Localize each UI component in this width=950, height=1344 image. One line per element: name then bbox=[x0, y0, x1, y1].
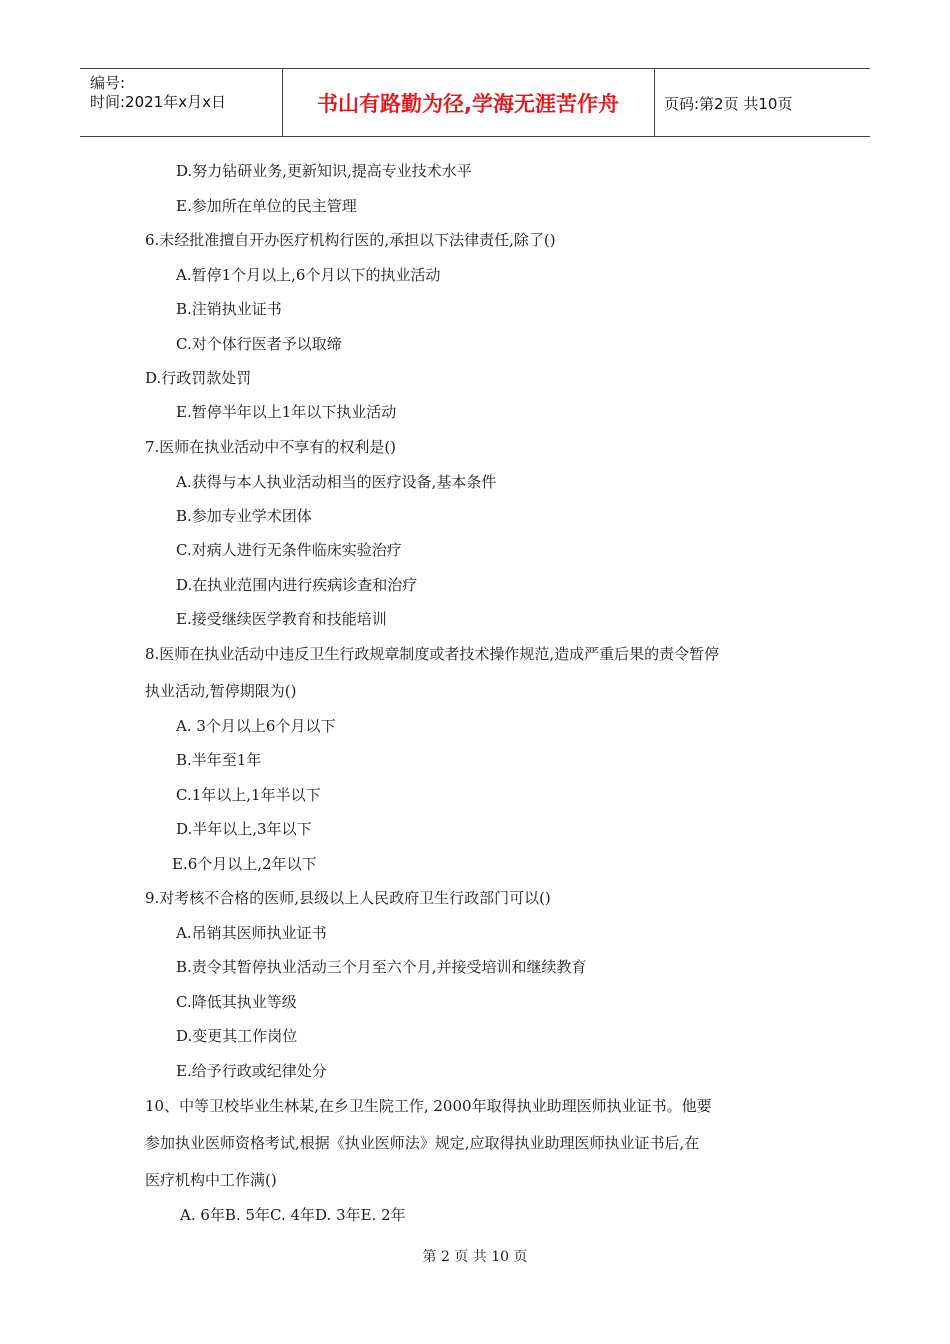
option-line: E.6个月以上,2年以下 bbox=[172, 855, 317, 873]
option-line: A.吊销其医师执业证书 bbox=[176, 924, 327, 942]
question-line: 7.医师在执业活动中不享有的权利是() bbox=[145, 438, 397, 456]
option-line: E.接受继续医学教育和技能培训 bbox=[176, 610, 387, 628]
question-line: 8.医师在执业活动中违反卫生行政规章制度或者技术操作规范,造成严重后果的责令暂停 bbox=[145, 645, 720, 663]
option-line: B.注销执业证书 bbox=[176, 300, 282, 318]
option-line: D.行政罚款处罚 bbox=[145, 369, 252, 387]
option-line: B.参加专业学术团体 bbox=[176, 507, 312, 525]
option-line: A.暂停1个月以上,6个月以下的执业活动 bbox=[176, 266, 441, 284]
option-line: A. 6年B. 5年C. 4年D. 3年E. 2年 bbox=[180, 1206, 406, 1224]
option-line: C.对个体行医者予以取缔 bbox=[176, 335, 342, 353]
question-line: 9.对考核不合格的医师,县级以上人民政府卫生行政部门可以() bbox=[145, 889, 551, 907]
question-line-cont: 执业活动,暂停期限为() bbox=[145, 682, 297, 700]
header-motto: 书山有路勤为径,学海无涯苦作舟 bbox=[317, 92, 619, 116]
header-divider-right bbox=[654, 68, 655, 136]
question-line: 6.未经批准擅自开办医疗机构行医的,承担以下法律责任,除了() bbox=[145, 231, 556, 249]
option-line: A.获得与本人执业活动相当的医疗设备,基本条件 bbox=[176, 473, 497, 491]
option-line: C.对病人进行无条件临床实验治疗 bbox=[176, 541, 402, 559]
option-line: C.降低其执业等级 bbox=[176, 993, 297, 1011]
option-line: D.努力钻研业务,更新知识,提高专业技术水平 bbox=[176, 162, 472, 180]
option-line: D.半年以上,3年以下 bbox=[176, 820, 312, 838]
option-line: C.1年以上,1年半以下 bbox=[176, 786, 321, 804]
option-line: B.责令其暂停执业活动三个月至六个月,并接受培训和继续教育 bbox=[176, 958, 587, 976]
header-page: 页码:第2页 共10页 bbox=[664, 95, 793, 113]
option-line: E.给予行政或纪律处分 bbox=[176, 1062, 327, 1080]
question-line-cont: 医疗机构中工作满() bbox=[145, 1171, 277, 1189]
header-top-rule bbox=[80, 68, 870, 69]
option-line: E.参加所在单位的民主管理 bbox=[176, 197, 357, 215]
option-line: E.暂停半年以上1年以下执业活动 bbox=[176, 403, 397, 421]
header-number: 编号: bbox=[90, 74, 126, 92]
header-bottom-rule bbox=[80, 136, 870, 137]
option-line: A. 3个月以上6个月以下 bbox=[176, 717, 336, 735]
page-footer: 第 2 页 共 10 页 bbox=[422, 1249, 528, 1265]
option-line: D.变更其工作岗位 bbox=[176, 1027, 298, 1045]
header-date: 时间:2021年x月x日 bbox=[90, 93, 226, 111]
option-line: D.在执业范围内进行疾病诊查和治疗 bbox=[176, 576, 418, 594]
question-line: 10、中等卫校毕业生林某,在乡卫生院工作, 2000年取得执业助理医师执业证书。他要 bbox=[145, 1097, 712, 1115]
option-line: B.半年至1年 bbox=[176, 751, 262, 769]
question-line-cont: 参加执业医师资格考试,根据《执业医师法》规定,应取得执业助理医师执业证书后,在 bbox=[145, 1134, 700, 1152]
